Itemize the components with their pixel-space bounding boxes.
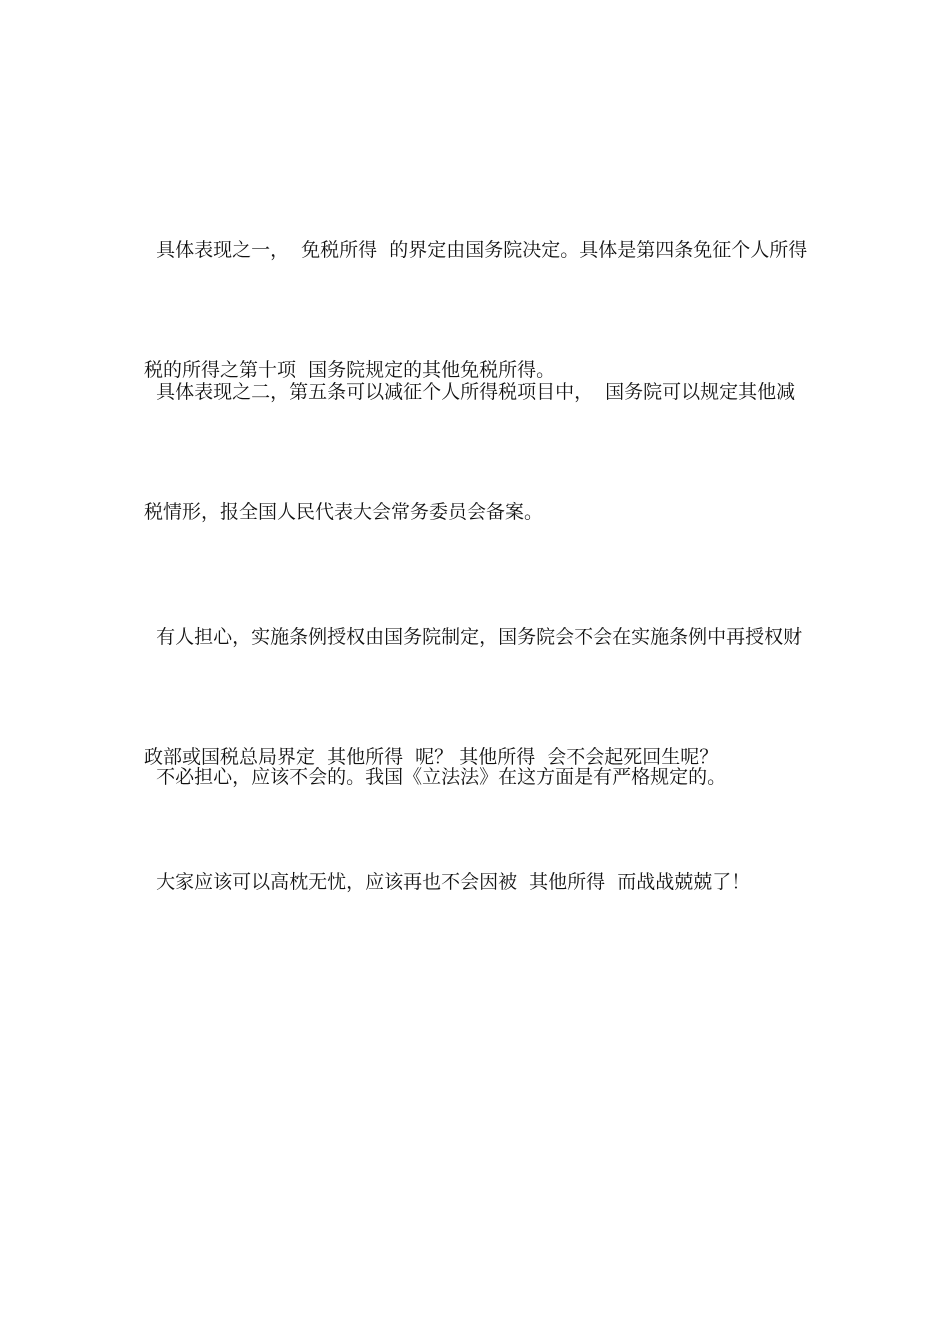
paragraph-line: 具体表现之二，第五条可以减征个人所得税项目中， 国务院可以规定其他减 [144, 381, 796, 403]
paragraph-line: 税情形，报全国人民代表大会常务委员会备案。 [144, 501, 544, 523]
paragraph-line: 政部或国税总局界定 其他所得 呢？ 其他所得 会不会起死回生呢？ [144, 746, 719, 768]
paragraph-line: 具体表现之一， 免税所得 的界定由国务院决定。具体是第四条免征个人所得 [144, 239, 808, 261]
paragraph-line: 不必担心，应该不会的。我国《立法法》在这方面是有严格规定的。 [144, 766, 727, 788]
paragraph-line: 税的所得之第十项 国务院规定的其他免税所得。 [144, 359, 556, 381]
paragraph-line: 大家应该可以高枕无忧，应该再也不会因被 其他所得 而战战兢兢了！ [144, 871, 751, 893]
paragraph-conclusion [144, 782, 809, 982]
paragraph-line: 有人担心，实施条例授权由国务院制定，国务院会不会在实施条例中再授权财 [144, 626, 803, 648]
